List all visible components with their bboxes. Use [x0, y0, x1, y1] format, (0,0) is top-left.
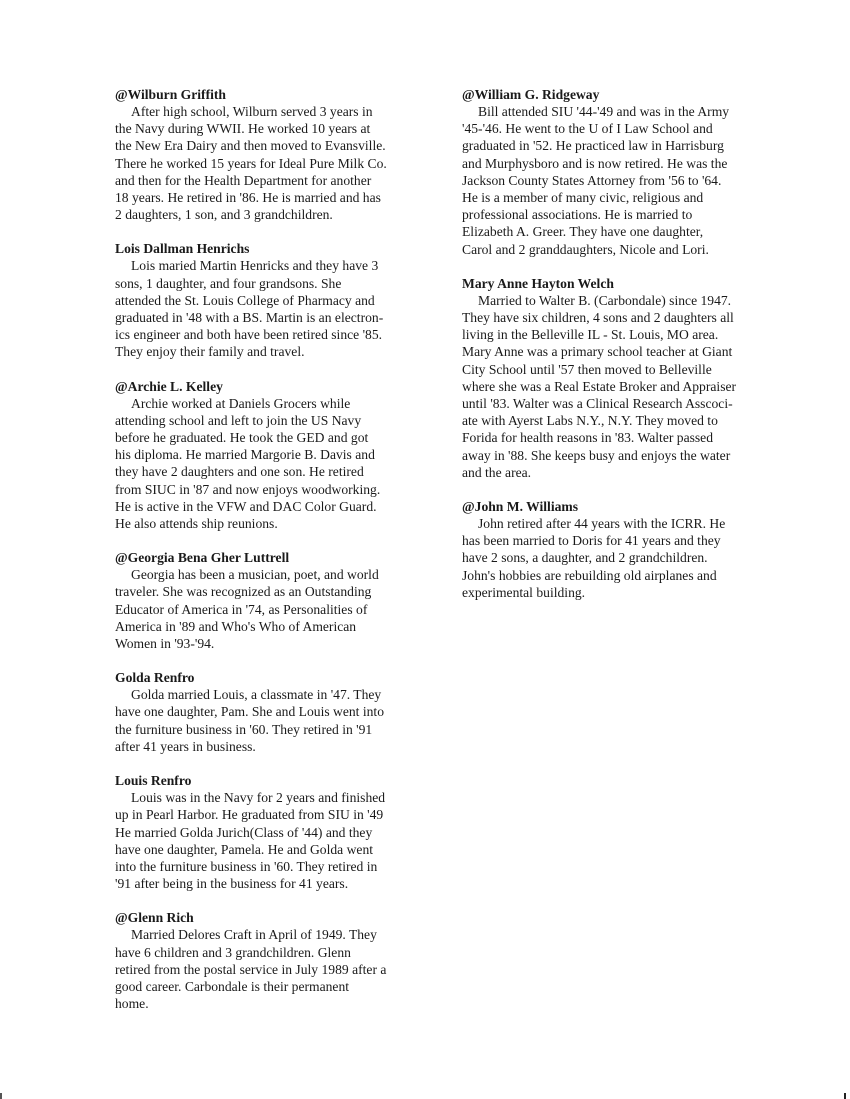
bio-text-line: before he graduated. He took the GED and got	[115, 430, 369, 446]
bio-text-line: and the area.	[462, 464, 532, 480]
bio-text-line: There he worked 15 years for Ideal Pure Milk Co.	[115, 155, 387, 171]
bio-text-line: and then for the Health Department for another	[115, 172, 372, 188]
bio-text-line: Bill attended SIU '44-'49 and was in the Army	[478, 104, 730, 119]
bio-text-line: after 41 years in business.	[115, 738, 256, 754]
bio-text-line: John retired after 44 years with the ICRR. He	[478, 516, 726, 532]
bio-name: Mary Anne Hayton Welch	[462, 275, 614, 291]
bio-text-line: ate with Ayerst Labs N.Y., N.Y. They moved to	[462, 413, 718, 429]
bio-name: @William G. Ridgeway	[462, 87, 600, 102]
left-column	[115, 86, 435, 1029]
bio-text-line: Forida for health reasons in '83. Walter passed	[462, 430, 714, 446]
bio-text-line: After high school, Wilburn served 3 years in	[131, 104, 373, 119]
bio-name: @Georgia Bena Gher Luttrell	[115, 550, 290, 566]
bio-text-line: Elizabeth A. Greer. They have one daughter,	[462, 224, 704, 240]
bio-text-line: into the furniture business in '60. They retired in	[115, 858, 378, 874]
bio-entry	[115, 240, 435, 360]
bio-text-line: have 6 children and 3 grandchildren. Glenn	[115, 944, 351, 960]
bio-entry	[115, 378, 435, 533]
bio-text-line: Jackson County States Attorney from '56 to '64.	[462, 172, 722, 188]
bio-text-line: up in Pearl Harbor. He graduated from SIU in '49	[115, 807, 384, 823]
bio-text-line: 18 years. He retired in '86. He is married and has	[115, 190, 381, 206]
bio-text-line: living in the Belleville IL - St. Louis, MO area.	[462, 327, 719, 343]
bio-text-line: Archie worked at Daniels Grocers while	[131, 395, 351, 411]
bio-text-line: America in '89 and Who's Who of American	[115, 618, 357, 634]
bio-text-line: He is a member of many civic, religious and	[462, 190, 704, 206]
bio-text	[462, 292, 792, 481]
bio-text	[115, 257, 435, 360]
bio-text	[462, 103, 792, 258]
bio-text-line: He married Golda Jurich(Class of '44) and they	[115, 824, 373, 840]
bio-name: Lois Dallman Henrichs	[115, 241, 250, 257]
bio-text-line: Lois maried Martin Henricks and they have 3	[131, 258, 379, 274]
bio-text-line: has been married to Doris for 41 years and they	[462, 533, 721, 549]
bio-text-line: the Navy during WWII. He worked 10 years at	[115, 121, 371, 137]
bio-text-line: Carol and 2 granddaughters, Nicole and Lori.	[462, 241, 709, 257]
bio-text-line: attending school and left to join the US Navy	[115, 412, 362, 428]
bio-text-line: graduated in '48 with a BS. Martin is an electron-	[115, 310, 384, 326]
bio-text-line: Golda married Louis, a classmate in '47. They	[131, 687, 382, 703]
bio-entry	[115, 549, 435, 652]
scan-edge-mark	[0, 1093, 2, 1099]
bio-text-line: Mary Anne was a primary school teacher at Giant	[462, 344, 733, 360]
bio-text-line: '45-'46. He went to the U of I Law School and	[462, 121, 713, 137]
bio-name: Louis Renfro	[115, 773, 192, 789]
bio-text	[115, 926, 435, 1012]
bio-text-line: He is active in the VFW and DAC Color Guard.	[115, 498, 377, 514]
bio-entry	[462, 275, 792, 481]
bio-text-line: experimental building.	[462, 584, 586, 600]
bio-text-line: Women in '93-'94.	[115, 636, 215, 652]
scan-edge-mark	[844, 1093, 846, 1099]
bio-name: @Glenn Rich	[115, 910, 194, 926]
bio-text	[115, 395, 435, 533]
bio-text-line: his diploma. He married Margorie B. Davis and	[115, 447, 375, 463]
bio-text-line: Louis was in the Navy for 2 years and finished	[131, 790, 386, 806]
bio-text-line: good career. Carbondale is their permanent	[115, 978, 350, 994]
bio-text	[462, 515, 792, 601]
bio-text-line: 2 daughters, 1 son, and 3 grandchildren.	[115, 207, 333, 223]
bio-text-line: and Murphysboro and is now retired. He was the	[462, 155, 728, 171]
bio-text-line: He also attends ship reunions.	[115, 516, 278, 532]
bio-name: @Wilburn Griffith	[115, 87, 226, 102]
bio-name: @John M. Williams	[462, 499, 579, 515]
bio-text-line: have one daughter, Pam. She and Louis went into	[115, 704, 385, 720]
bio-text-line: until '83. Walter was a Clinical Research Asscoci-	[462, 396, 733, 412]
bio-entry	[115, 86, 435, 223]
bio-text-line: City School until '57 then moved to Belleville	[462, 361, 712, 377]
bio-entry	[462, 86, 792, 258]
bio-text-line: have one daughter, Pamela. He and Golda went	[115, 841, 374, 857]
bio-text-line: where she was a Real Estate Broker and Appraiser	[462, 378, 737, 394]
bio-text-line: They enjoy their family and travel.	[115, 344, 305, 360]
bio-text-line: '91 after being in the business for 41 years.	[115, 876, 349, 892]
bio-text-line: John's hobbies are rebuilding old airplanes and	[462, 567, 717, 583]
bio-text	[115, 103, 435, 223]
right-column	[462, 86, 792, 618]
bio-entry	[462, 498, 792, 601]
bio-text-line: they have 2 daughters and one son. He retired	[115, 464, 364, 480]
bio-text	[115, 566, 435, 652]
bio-text-line: retired from the postal service in July 1989 after a	[115, 961, 387, 977]
bio-text-line: Married Delores Craft in April of 1949. They	[131, 927, 377, 943]
bio-text-line: home.	[115, 996, 149, 1012]
bio-name: @Archie L. Kelley	[115, 378, 223, 394]
bio-name: Golda Renfro	[115, 670, 195, 686]
bio-entry	[115, 909, 435, 1012]
bio-text-line: have 2 sons, a daughter, and 2 grandchildren.	[462, 550, 708, 566]
bio-text	[115, 789, 435, 892]
bio-text-line: graduated in '52. He practiced law in Harrisburg	[462, 138, 724, 154]
bio-text	[115, 686, 435, 755]
bio-text-line: from SIUC in '87 and now enjoys woodworking.	[115, 481, 381, 497]
bio-text-line: traveler. She was recognized as an Outstanding	[115, 584, 372, 600]
bio-text-line: ics engineer and both have been retired since '85.	[115, 327, 383, 343]
bio-text-line: the furniture business in '60. They retired in '91	[115, 721, 373, 737]
bio-text-line: professional associations. He is married to	[462, 207, 693, 223]
bio-text-line: They have six children, 4 sons and 2 daughters all	[462, 310, 734, 326]
bio-text-line: away in '88. She keeps busy and enjoys the water	[462, 447, 731, 463]
bio-text-line: Educator of America in '74, as Personalities of	[115, 601, 368, 617]
bio-entry	[115, 669, 435, 755]
bio-text-line: Georgia has been a musician, poet, and world	[131, 567, 379, 583]
bio-text-line: the New Era Dairy and then moved to Evansville.	[115, 138, 386, 154]
bio-text-line: attended the St. Louis College of Pharmacy and	[115, 292, 375, 308]
bio-entry	[115, 772, 435, 892]
bio-text-line: Married to Walter B. (Carbondale) since 1947.	[478, 292, 732, 308]
bio-text-line: sons, 1 daughter, and four grandsons. She	[115, 275, 342, 291]
